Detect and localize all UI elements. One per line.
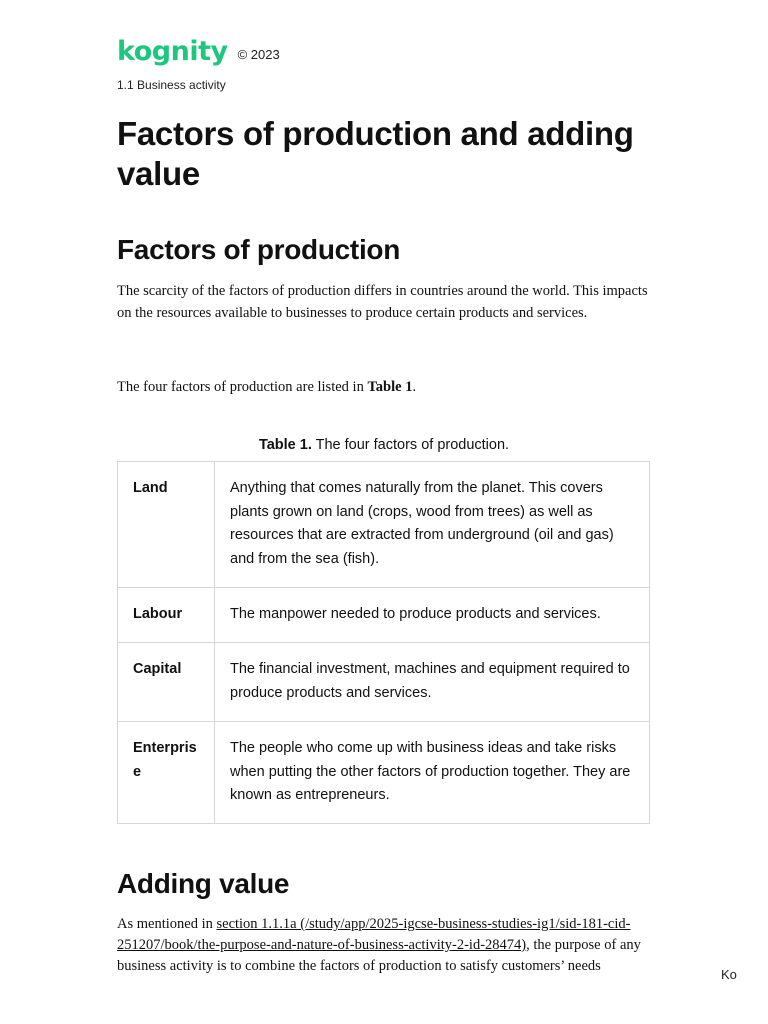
table-row xyxy=(118,462,650,588)
paragraph-four-factors-prefix: The four factors of production are listed in xyxy=(117,379,368,395)
copyright-text: © 2023 xyxy=(237,46,280,62)
table-row xyxy=(118,588,650,643)
paragraph-four-factors xyxy=(117,377,651,399)
adding-value-prefix: As mentioned in xyxy=(117,916,217,932)
table-description-cell: The people who come up with business ideas and take risks when putting the other factors of production together. They are known as entrepreneurs. xyxy=(215,722,650,824)
section-heading-adding-value: Adding value xyxy=(117,868,290,899)
table-reference: Table 1 xyxy=(367,379,413,395)
table-term-cell: Labour xyxy=(118,588,215,643)
table-row xyxy=(118,643,650,722)
breadcrumb: 1.1 Business activity xyxy=(117,78,226,92)
table-caption xyxy=(117,435,651,455)
factors-table xyxy=(117,461,650,824)
table-term-cell: Enterprise xyxy=(118,722,215,824)
table-description-cell: The financial investment, machines and equipment required to produce products and services. xyxy=(215,643,650,722)
table-term-cell: Land xyxy=(118,462,215,588)
clipped-edge-text: Ko xyxy=(721,967,737,982)
table-caption-label: Table 1. xyxy=(258,437,312,453)
table-description-cell: Anything that comes naturally from the planet. This covers plants grown on land (crops, wood from trees) as well as resources that are extracted from underground (oil and gas) and from the sea (fish). xyxy=(215,462,650,588)
table-caption-text: The four factors of production. xyxy=(311,437,510,453)
paragraph-adding-value xyxy=(117,914,651,977)
header xyxy=(117,34,280,70)
section-link[interactable]: section 1.1.1a (/study/app/2025-igcse-business-studies-ig1/sid-181-cid-251207/book/the-purpose-and-nature-of-business-activity-2-id-28474) xyxy=(117,916,631,953)
table-row xyxy=(118,722,650,824)
paragraph-scarcity: The scarcity of the factors of production differs in countries around the world. This impacts on the resources available to businesses to produce certain products and services. xyxy=(117,283,648,321)
section-heading-factors: Factors of production xyxy=(117,234,401,265)
kognity-logo: kognity xyxy=(117,36,228,67)
adding-value-suffix: , the purpose of any business activity is to combine the factors of production to satisfy customers’ needs xyxy=(117,937,641,974)
page-title: Factors of production and adding value xyxy=(117,115,634,192)
table-description-cell: The manpower needed to produce products and services. xyxy=(215,588,650,643)
table-term-cell: Capital xyxy=(118,643,215,722)
paragraph-four-factors-suffix: . xyxy=(412,379,417,395)
